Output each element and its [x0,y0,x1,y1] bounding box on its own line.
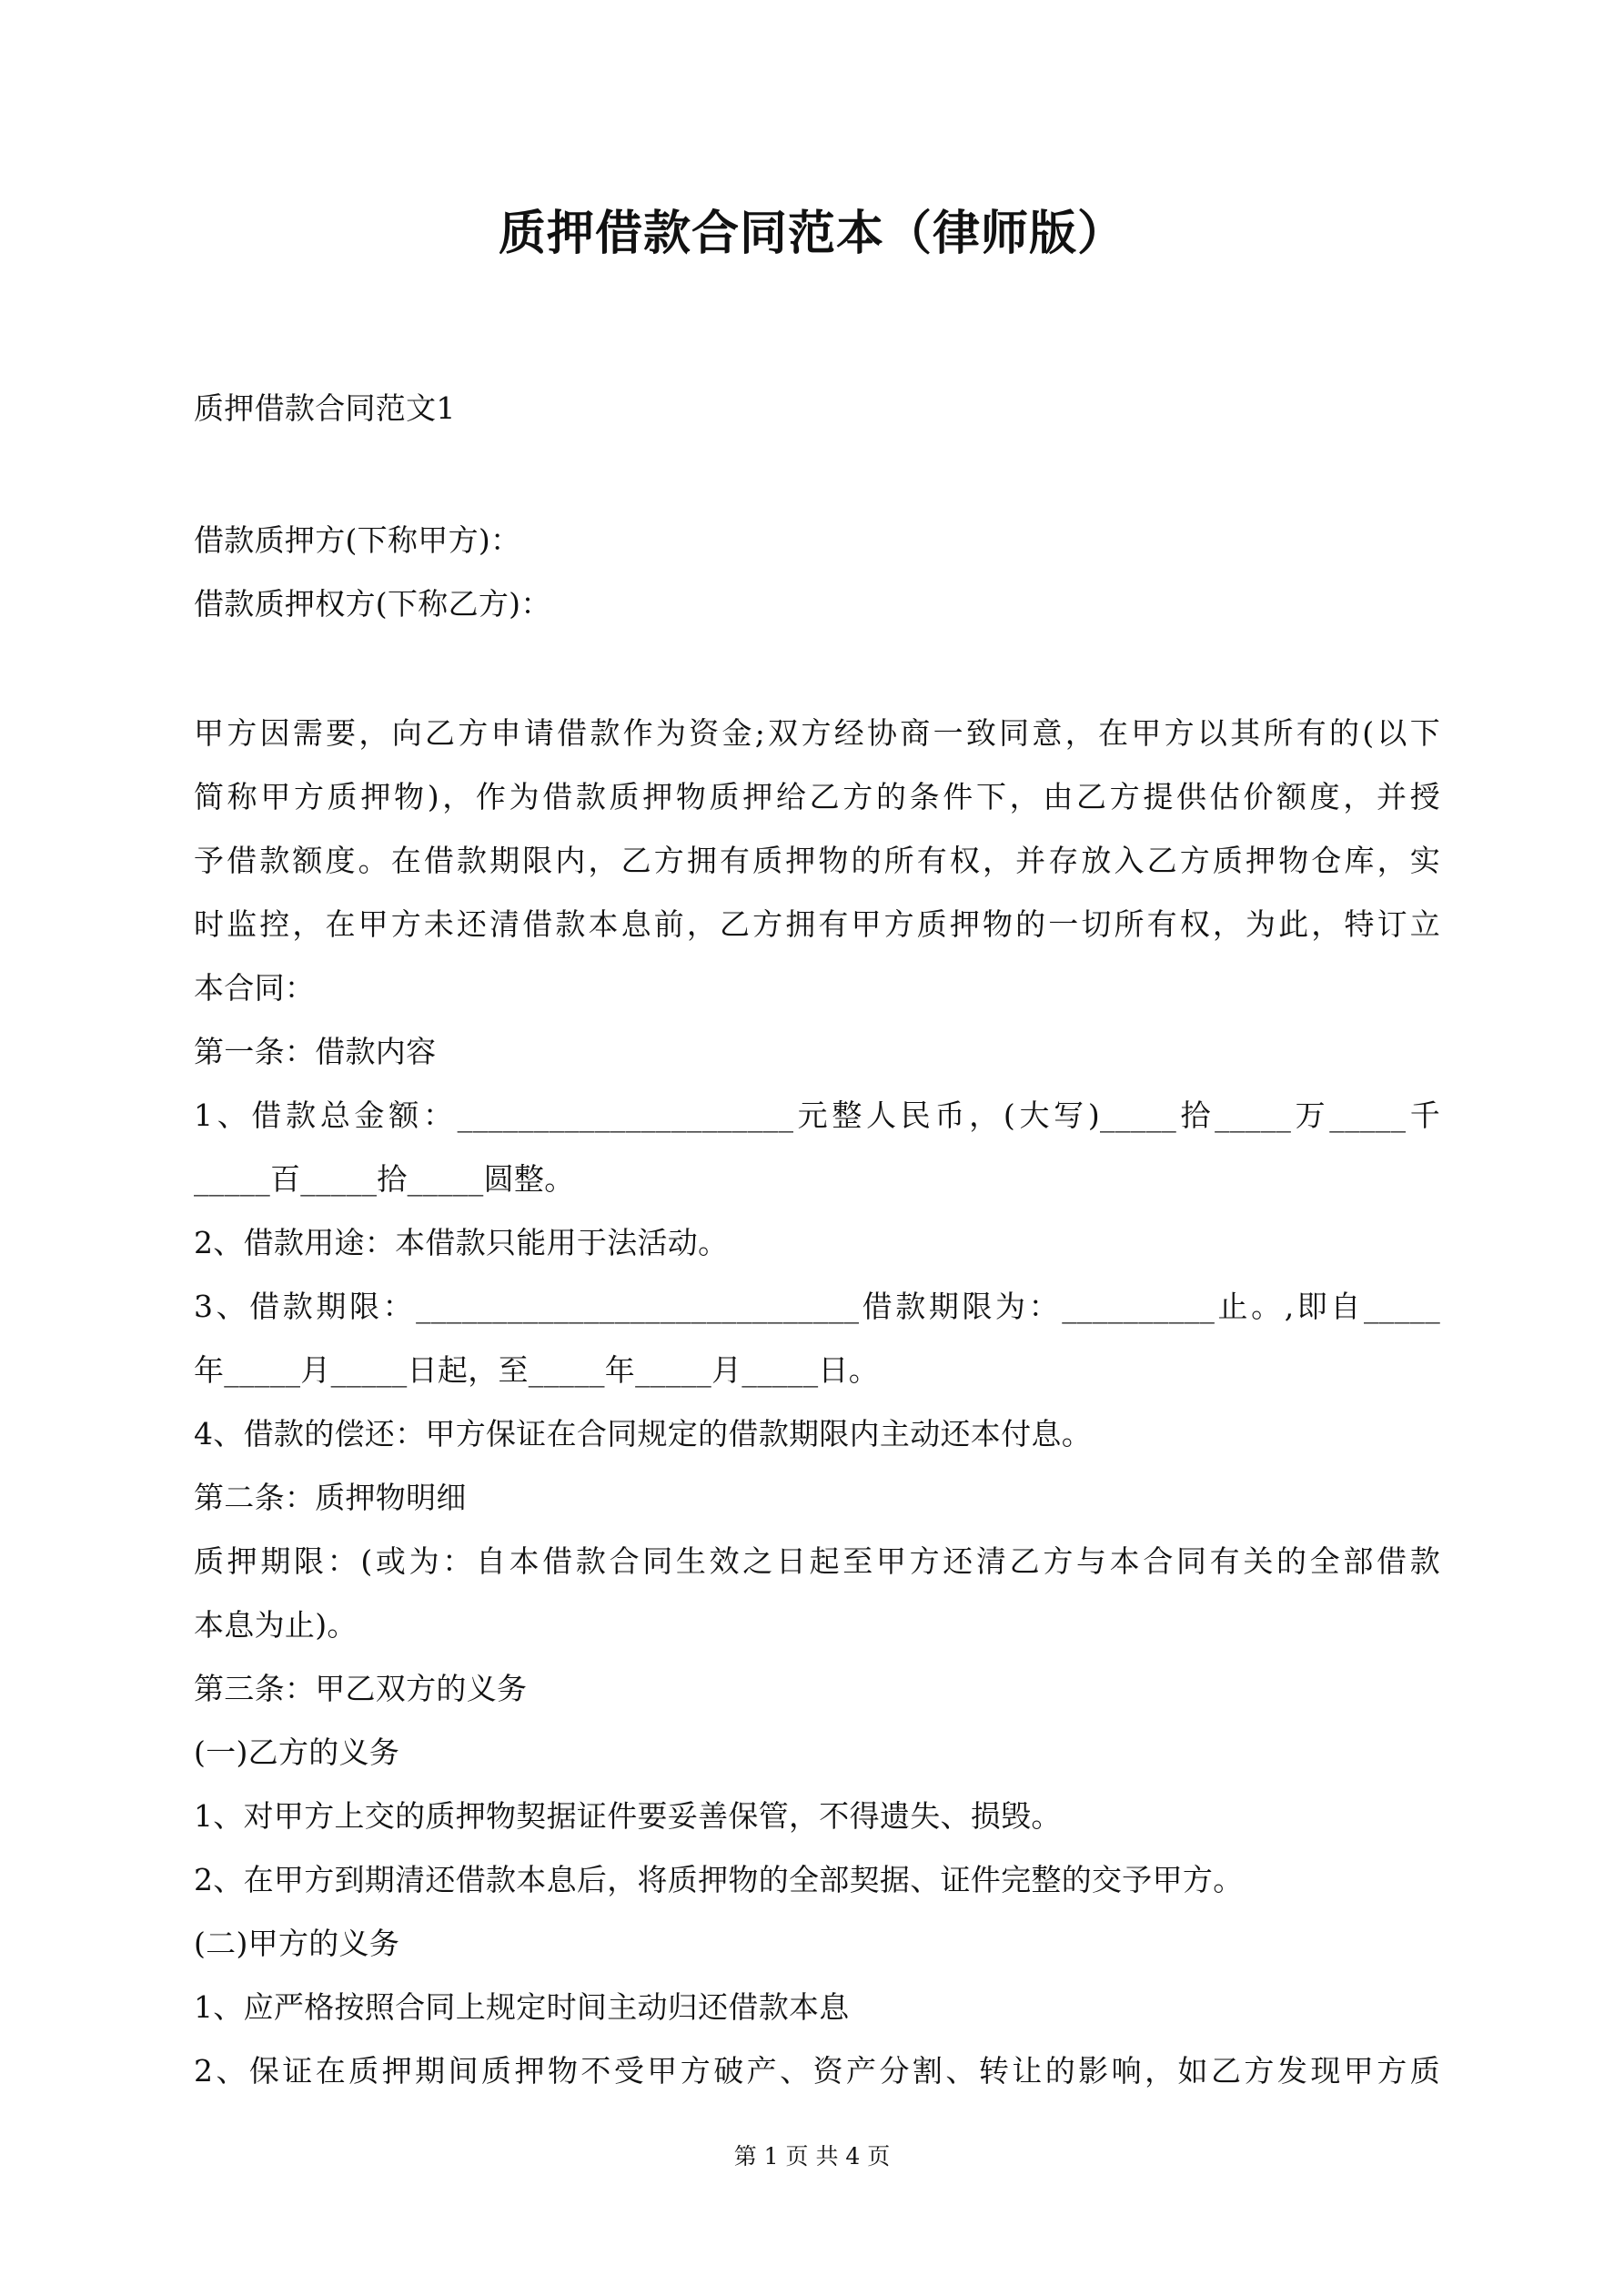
page-footer: 第 1 页 共 4 页 [733,2143,891,2170]
party-a-obligation-1: 1、应严格按照合同上规定时间主动归还借款本息 [194,1989,850,2025]
article-1-item-1-line-1: 1、借款总金额：______________________元整人民币，(大写)_____拾_____万_____千 [194,1097,1440,1133]
intro-line-5: 本合同： [194,970,316,1006]
party-b-obligations-heading: (一)乙方的义务 [194,1735,400,1770]
party-b-obligation-1: 1、对甲方上交的质押物契据证件要妥善保管，不得遗失、损毁。 [194,1798,1062,1834]
party-a-obligation-2: 2、保证在质押期间质押物不受甲方破产、资产分割、转让的影响，如乙方发现甲方质 [194,2053,1440,2089]
party-b-obligation-2: 2、在甲方到期清还借款本息后，将质押物的全部契据、证件完整的交予甲方。 [194,1862,1244,1897]
article-2-heading: 第二条：质押物明细 [194,1480,467,1515]
article-2-term-line-1: 质押期限：(或为：自本借款合同生效之日起至甲方还清乙方与本合同有关的全部借款 [194,1543,1440,1579]
article-1-item-3-line-1: 3、借款期限：_____________________________借款期限为：__________止。,即自_____ [194,1289,1440,1324]
party-b-line: 借款质押权方(下称乙方)： [194,586,551,622]
article-1-item-2: 2、借款用途：本借款只能用于法活动。 [194,1225,729,1260]
party-a-line: 借款质押方(下称甲方)： [194,522,521,558]
document-title: 质押借款合同范本（律师版） [498,206,1125,261]
party-a-obligations-heading: (二)甲方的义务 [194,1926,400,1961]
article-1-item-4: 4、借款的偿还：甲方保证在合同规定的借款期限内主动还本付息。 [194,1416,1092,1451]
subtitle: 质押借款合同范文1 [194,390,456,426]
intro-line-2: 简称甲方质押物)，作为借款质押物质押给乙方的条件下，由乙方提供估价额度，并授 [194,779,1440,814]
article-1-heading: 第一条：借款内容 [194,1034,437,1069]
article-2-term-line-2: 本息为止)。 [194,1607,358,1643]
intro-line-1: 甲方因需要，向乙方申请借款作为资金;双方经协商一致同意，在甲方以其所有的(以下 [194,715,1440,751]
article-1-item-1-line-2: _____百_____拾_____圆整。 [194,1161,575,1197]
intro-line-4: 时监控，在甲方未还清借款本息前，乙方拥有甲方质押物的一切所有权，为此，特订立 [194,906,1440,942]
intro-line-3: 予借款额度。在借款期限内，乙方拥有质押物的所有权，并存放入乙方质押物仓库，实 [194,843,1440,878]
article-1-item-3-line-2: 年_____月_____日起，至_____年_____月_____日。 [194,1352,879,1388]
article-3-heading: 第三条：甲乙双方的义务 [194,1671,528,1706]
